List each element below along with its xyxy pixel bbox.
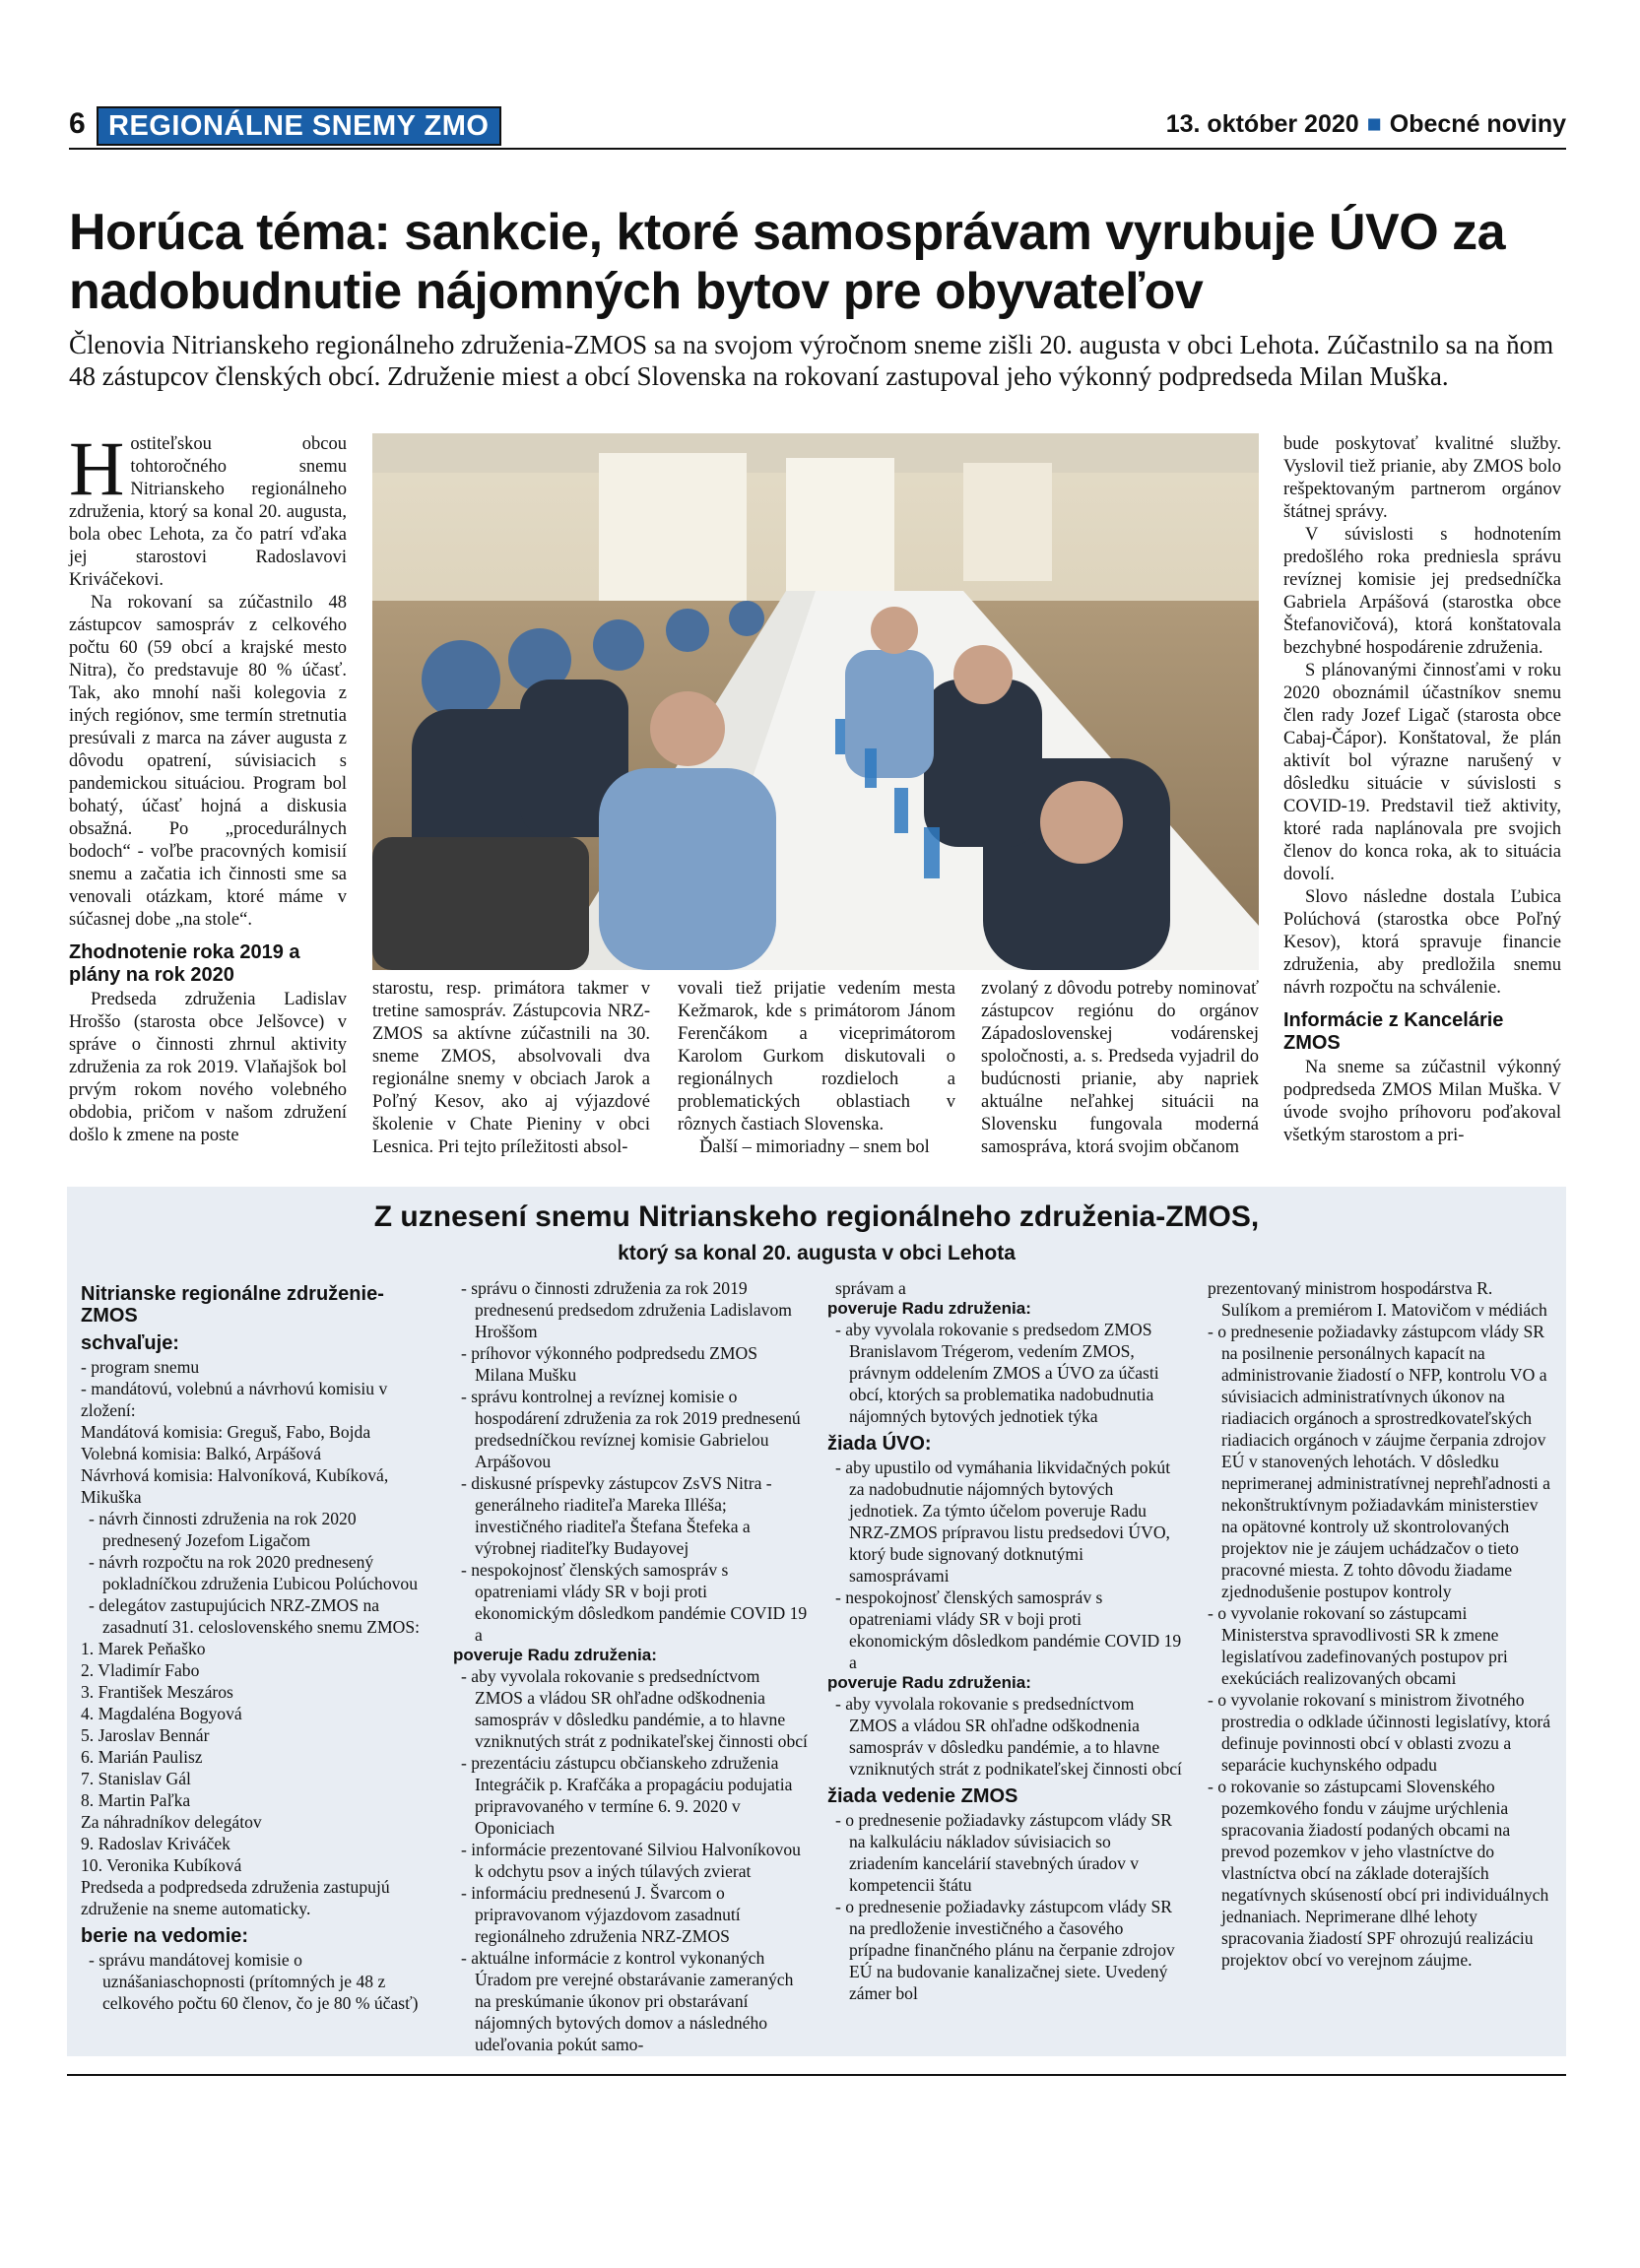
resolutions-box: [67, 1187, 1566, 2056]
box-column-2: [453, 1277, 808, 2055]
article-paragraph: zvolaný z dôvodu potreby nominovať zástupcov regiónu do orgánov Západoslovenskej vodárenskej spoločnosti, a. s. Predseda vyjadril do budúcnosti prianie, aby napriek aktuálne neľahkej situácii na Slovensku fungovala moderná samospráva, ktorá svojim občanom: [981, 979, 1259, 1157]
box-subtitle: ktorý sa konal 20. augusta v obci Lehota: [618, 1242, 1016, 1264]
list-item: správam a: [835, 1278, 906, 1298]
list-item: - správu o činnosti združenia za rok 2019 prednesenú predsedom združenia Ladislavom Hroššom: [461, 1278, 792, 1341]
article-column-4: [981, 978, 1259, 1159]
delegate-item: 3. František Meszáros: [81, 1682, 233, 1702]
delegate-item: 8. Martin Paľka: [81, 1790, 191, 1810]
subheading: Informácie z Kancelárie ZMOS: [1283, 1009, 1504, 1054]
resolution-subheading: poveruje Radu združenia:: [827, 1299, 1031, 1318]
publication-name: Obecné noviny: [1389, 110, 1566, 138]
header-rule: [69, 148, 1566, 150]
list-item: - aby vyvolala rokovanie s predsedníctvom ZMOS a vládou SR ohľadne odškodnenia samospráv v dôsledku pandémie, a to hlavne vzniknutých strát z podnikateľskej činnosti obcí: [835, 1694, 1182, 1779]
meeting-photo: [372, 433, 1259, 970]
drop-cap: H: [69, 425, 125, 511]
list-item: - nespokojnosť členských samospráv s opatreniami vlády SR v boji proti ekonomickým dôsledkom pandémie COVID 19 a: [835, 1588, 1182, 1672]
delegate-item: 5. Jaroslav Bennár: [81, 1725, 210, 1745]
box-column-1: [81, 1277, 435, 2014]
list-item: - aby vyvolala rokovanie s predsedníctvom ZMOS a vládou SR ohľadne odškodnenia samospráv v dôsledku pandémie, a to hlavne vzniknutých strát z podnikateľskej činnosti obcí: [461, 1666, 808, 1751]
list-item: - nespokojnosť členských samospráv s opatreniami vlády SR v boji proti ekonomickým dôsledkom pandémie COVID 19 a: [461, 1560, 808, 1645]
separator-dot-icon: ■: [1366, 110, 1382, 138]
org-heading: Nitrianske regionálne združenie-ZMOS: [81, 1283, 384, 1327]
list-item: - informácie prezentované Silviou Halvoníkovou k odchytu psov a iných túlavých zvierat: [461, 1840, 801, 1881]
list-item: - informáciu prednesenú J. Švarcom o pripravovanom výjazdovom zasadnutí regionálneho združenia NRZ-ZMOS: [461, 1883, 741, 1946]
list-item: Volebná komisia: Balkó, Arpášová: [81, 1444, 322, 1463]
resolution-heading: žiada vedenie ZMOS: [827, 1785, 1018, 1807]
list-item: - aby upustilo od vymáhania likvidačných pokút za nadobudnutie nájomných bytových jednotiek. Za týmto účelom poveruje Radu NRZ-ZMOS prípravou listu predsedovi ÚVO, ktorý bude signovaný dotknutými samosprávami: [835, 1458, 1171, 1586]
box-column-4: [1200, 1277, 1554, 1971]
list-item: - príhovor výkonného podpredsedu ZMOS Milana Mušku: [461, 1343, 758, 1385]
section-label: REGIONÁLNE SNEMY ZMO: [97, 106, 501, 146]
list-item: - o prednesenie požiadavky zástupcom vlády SR na predloženie investičného a časového prípadne finančného plánu na čerpanie zdrojov EÚ na budovanie kanalizačnej siete. Uvedený zámer bol: [835, 1897, 1175, 2003]
bottom-rule: [67, 2074, 1566, 2076]
list-item: - aktuálne informácie z kontrol vykonaných Úradom pre verejné obstarávanie zameraných na preskúmanie úkonov pri obstarávaní nájomných bytových domov a následného udeľovania pokút samo-: [461, 1948, 794, 2054]
article-column-1: [69, 425, 347, 1147]
box-column-3: [827, 1277, 1182, 2004]
article-paragraph: Slovo následne dostala Ľubica Polúchová (starostka obce Poľný Kesov), ktorá spravuje financie združenia, aby predložila snemu návrh rozpočtu na schválenie.: [1283, 887, 1561, 998]
delegate-item: 7. Stanislav Gál: [81, 1769, 191, 1788]
box-title: Z uznesení snemu Nitrianskeho regionálneho združenia-ZMOS,: [373, 1200, 1260, 1233]
delegate-item: 6. Marián Paulisz: [81, 1747, 203, 1767]
list-item: - správu kontrolnej a revíznej komisie o hospodárení združenia za rok 2019 prednesenú predsedníčkou revíznej komisie Gabrielou Arpášovou: [461, 1387, 801, 1471]
article-paragraph: Na sneme sa zúčastnil výkonný podpredseda ZMOS Milan Muška. V úvode svojho príhovoru poďakoval všetkým starostom a pri-: [1283, 1058, 1561, 1145]
list-item: - návrh rozpočtu na rok 2020 prednesený pokladníčkou združenia Ľubicou Polúchovou: [89, 1552, 419, 1593]
article-paragraph: Na rokovaní sa zúčastnilo 48 zástupcov samospráv z celkového počtu 60 (59 obcí a krajské mesto Nitra), čo predstavuje 80 % účasť. Tak, ako mnohí naši kolegovia z iných regiónov, sme termín stretnutia presúvali z marca na záver augusta z dôvodu opatrení, súvisiacich s pandemickou situáciou. Program bol bohatý, účasť hojná a diskusia obsažná. Po „procedurálnych bodoch“ - voľbe pracovných komisií snemu a začatia ich činnosti sme sa venovali otázkam, ktoré máme v súčasnej dobe „na stole“.: [69, 593, 347, 930]
article-title: Horúca téma: sankcie, ktoré samosprávam vyrubuje ÚVO za nadobudnutie nájomných bytov pre obyvateľov: [69, 204, 1506, 320]
article-paragraph: Predseda združenia Ladislav Hroššo (starosta obce Jelšovce) v správe o činnosti zhrnul aktivity združenia za rok 2019. Vlaňajšok bol prvým rokom nového volebného obdobia, pričom v našom združení došlo k zmene na poste: [69, 990, 347, 1145]
article-paragraph: Ďalší – mimoriadny – snem bol: [699, 1137, 930, 1157]
page-header: [69, 106, 1566, 148]
article-paragraph: starostu, resp. primátora takmer v tretine samospráv. Zástupcovia NRZ-ZMOS sa aktívne zúčastnili na 30. sneme ZMOS, absolvovali dva regionálne snemy v obciach Jarok a Poľný Kesov, ako aj výjazdové školenie v Chate Pieniny v obci Lesnica. Pri tejto príležitosti absol-: [372, 979, 650, 1157]
article-column-2: [372, 978, 650, 1159]
list-item: - program snemu: [81, 1357, 200, 1377]
list-item: - diskusné príspevky zástupcov ZsVS Nitra - generálneho riaditeľa Mareka Illéša; investičného riaditeľa Štefana Štefeka a výrobnej riaditeľky Budayovej: [461, 1473, 772, 1558]
resolution-heading: schvaľuje:: [81, 1332, 179, 1354]
list-item: - aby vyvolala rokovanie s predsedom ZMOS Branislavom Trégerom, vedením ZMOS, právnym oddelením ZMOS a ÚVO za účasti obcí, ktorých sa problematika nadobudnutia nájomných bytových jednotiek týka: [835, 1320, 1159, 1426]
list-item: - o rokovanie so zástupcami Slovenského pozemkového fondu v záujme urýchlenia spracovania žiadostí podaných obcami na prevod pozemkov v jeho vlastníctve do vlastníctva obcí na základe doterajších negatívnych skúseností obcí pri individuálnych jednaniach. Neprimerane dlhé lehoty spracovania žiadostí SPF ohrozujú realizáciu projektov obcí vo verejnom záujme.: [1208, 1777, 1549, 1970]
resolution-subheading: poveruje Radu združenia:: [453, 1646, 657, 1664]
article-paragraph: Hostiteľskou obcou tohtoročného snemu Nitrianskeho regionálneho združenia, ktorý sa konal 20. augusta, bola obec Lehota, za čo patrí vďaka jej starostovi Radoslavovi Kriváčekovi.: [69, 425, 347, 590]
list-item: - prezentáciu zástupcu občianskeho združenia Integráčik p. Krafčáka a propagáciu podujatia pripravovaného v termíne 6. 9. 2020 v Oponiciach: [461, 1753, 793, 1838]
list-item: - o prednesenie požiadavky zástupcom vlády SR na posilnenie personálnych kapacít na administrovanie žiadostí o NFP, kontrolu VO a súvisiacich administratívnych úkonov na riadiacich orgánoch a sprostredkovateľských riadiacich orgánoch v záujme čerpania zdrojov EÚ v stanovených lehotách. V dôsledku neprimeranej administratívnej nepreħľadnosti a nekonštruktívnym požiadavkám ministerstiev na opätovné kontroly už skontrolovaných projektov nie je záujem uchádzačov o tieto pracovné miesta. Z tohto dôvodu žiadame zjednodušenie postupov kontroly: [1208, 1322, 1550, 1601]
subheading: Zhodnotenie roka 2019 a plány na rok 2020: [69, 941, 300, 986]
article-paragraph: bude poskytovať kvalitné služby. Vyslovil tiež prianie, aby ZMOS bolo rešpektovaným partnerom orgánov štátnej správy.: [1283, 434, 1561, 522]
delegate-item: 1. Marek Peňaško: [81, 1639, 206, 1658]
list-item: - o vyvolanie rokovaní s ministrom životného prostredia o odklade účinnosti legislatívy, ktorá definuje povinnosti obcí v oblasti zvozu a separácie kuchynského odpadu: [1208, 1690, 1551, 1775]
article-column-3: [678, 978, 955, 1159]
issue-date: 13. október 2020: [1165, 110, 1359, 138]
list-item: - delegátov zastupujúcich NRZ-ZMOS na zasadnutí 31. celoslovenského snemu ZMOS:: [89, 1595, 421, 1637]
article-paragraph: vovali tiež prijatie vedením mesta Kežmarok, kde s primátorom Jánom Ferenčákom a viceprimátorom Karolom Gurkom diskutovali o regionálnych rozdieloch a problematických oblastiach v rôznych častiach Slovenska.: [678, 979, 955, 1134]
list-item: Návrhová komisia: Halvoníková, Kubíková, Mikuška: [81, 1465, 389, 1507]
delegate-item: 4. Magdaléna Bogyová: [81, 1704, 242, 1723]
resolution-subheading: poveruje Radu združenia:: [827, 1673, 1031, 1692]
list-item: - mandátovú, volebnú a návrhovú komisiu v zložení:: [81, 1379, 388, 1420]
list-item: Za náhradníkov delegátov: [81, 1812, 262, 1832]
page-number: 6: [69, 107, 86, 140]
resolution-heading: berie na vedomie:: [81, 1925, 249, 1947]
article-paragraph: V súvislosti s hodnotením predošlého roka predniesla správu revíznej komisie jej predsedníčka Gabriela Arpášová (starostka obce Štefanovičová), ktorá konštatovala bezchybné hospodárenie združenia.: [1283, 525, 1561, 658]
list-item: Mandátová komisia: Greguš, Fabo, Bojda: [81, 1422, 371, 1442]
list-item: prezentovaný ministrom hospodárstva R. Sulíkom a premiérom I. Matovičom v médiách: [1208, 1278, 1547, 1320]
resolution-heading: žiada ÚVO:: [827, 1433, 932, 1455]
article-column-5: [1283, 433, 1561, 1147]
delegate-item: 2. Vladimír Fabo: [81, 1660, 200, 1680]
article-paragraph: S plánovanými činnosťami v roku 2020 oboznámil účastníkov snemu člen rady Jozef Ligač (starosta obce Cabaj-Čápor). Konštatoval, že plán aktivít bol výrazne narušený v dôsledku situácie v súvislosti s COVID-19. Predstavil tiež aktivity, ktoré rada naplánovala pre svojich členov do konca roka, ak to situácia dovolí.: [1283, 661, 1561, 884]
list-item: - správu mandátovej komisie o uznášaniaschopnosti (prítomných je 48 z celkového počtu 60 členov, čo je 80 % účasť): [89, 1950, 419, 2013]
list-item: - o vyvolanie rokovaní so zástupcami Ministerstva spravodlivosti SR k zmene legislatívou zadefinovaných postupov pri exekúciách realizovaných obcami: [1208, 1603, 1508, 1688]
delegate-item: 9. Radoslav Kriváček: [81, 1834, 230, 1853]
delegate-item: 10. Veronika Kubíková: [81, 1855, 242, 1875]
list-item: - návrh činnosti združenia na rok 2020 prednesený Jozefom Ligačom: [89, 1509, 357, 1550]
article-lead: Členovia Nitrianskeho regionálneho združenia-ZMOS sa na svojom výročnom sneme zišli 20. augusta v obci Lehota. Zúčastnilo sa na ňom 48 zástupcov členských obcí. Združenie miest a obcí Slovenska na rokovaní zastupoval jeho výkonný podpredseda Milan Muška.: [69, 330, 1554, 391]
issue-info: [1166, 106, 1566, 142]
list-item: - o prednesenie požiadavky zástupcom vlády SR na kalkuláciu nákladov súvisiacich so zriadením kancelárií stavebných úradov v kompetencii štátu: [835, 1810, 1173, 1895]
list-item: Predseda a podpredseda združenia zastupujú združenie na sneme automaticky.: [81, 1877, 390, 1918]
